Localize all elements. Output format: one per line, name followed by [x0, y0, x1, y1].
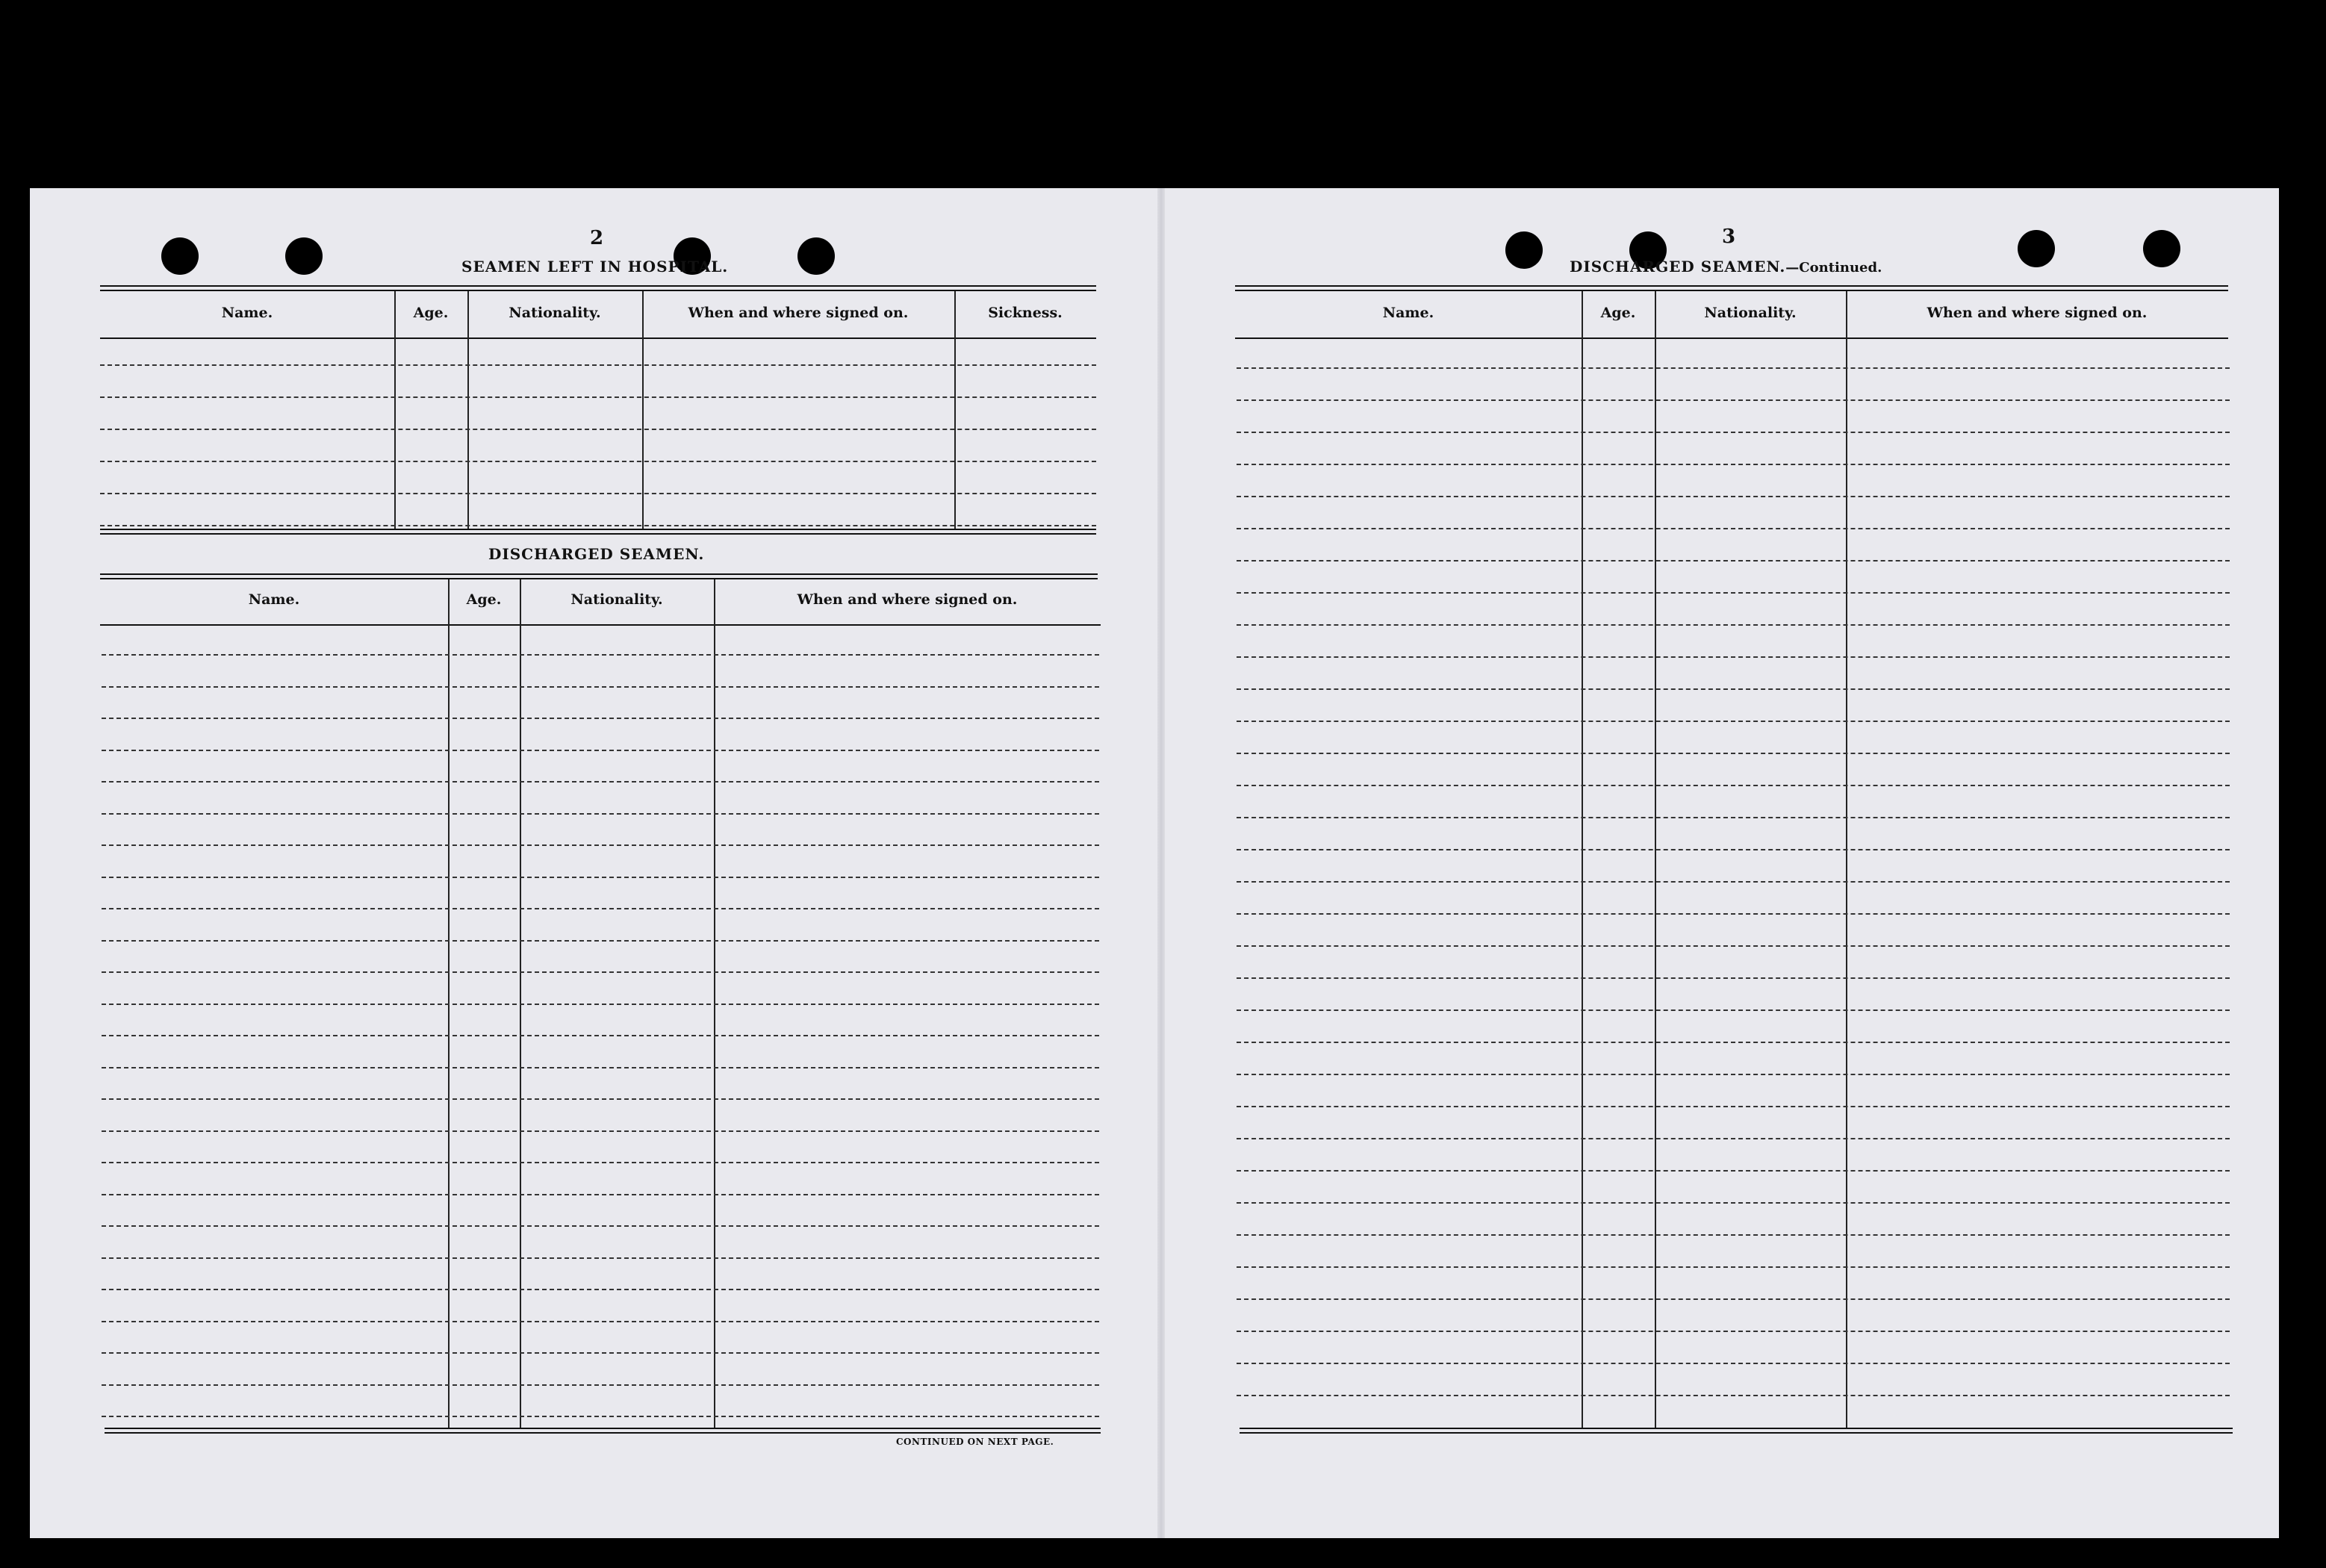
hospital-col-nationality: Nationality.: [509, 305, 601, 321]
entry-line: [102, 750, 1099, 751]
entry-line: [1237, 624, 2230, 626]
entry-line: [100, 525, 1096, 526]
discharged-header-rule: [100, 624, 1101, 626]
discharged-continued-title-main: DISCHARGED SEAMEN.: [1570, 258, 1786, 276]
entry-line: [1237, 945, 2230, 947]
entry-line: [102, 1257, 1099, 1259]
punch-hole: [1505, 231, 1543, 269]
punch-hole: [797, 237, 835, 275]
entry-line: [102, 1225, 1099, 1227]
hospital-col-signed-on: When and where signed on.: [688, 305, 909, 321]
entry-line: [102, 1098, 1099, 1100]
hospital-col-age: Age.: [413, 305, 449, 321]
right-top-rule: [1235, 285, 2228, 287]
entry-line: [102, 654, 1099, 656]
right-col-divider: [1655, 291, 1656, 1429]
entry-line: [1237, 1138, 2230, 1139]
entry-line: [1237, 1202, 2230, 1204]
entry-line: [102, 1352, 1099, 1354]
page-number-left: 2: [590, 227, 604, 249]
entry-line: [1237, 817, 2230, 818]
hospital-col-name: Name.: [221, 305, 273, 321]
entry-line: [1237, 464, 2230, 465]
right-header-rule: [1235, 337, 2228, 339]
discharged-top-rule: [100, 573, 1098, 575]
entry-line: [1237, 881, 2230, 883]
right-col-signed-on: When and where signed on.: [1927, 305, 2148, 321]
entry-line: [1237, 849, 2230, 850]
punch-hole: [2143, 230, 2180, 267]
discharged-col-signed-on: When and where signed on.: [797, 591, 1018, 608]
entry-line: [102, 1321, 1099, 1322]
entry-line: [1237, 656, 2230, 658]
entry-line: [102, 908, 1099, 909]
discharged-section-title: DISCHARGED SEAMEN.: [488, 545, 705, 563]
entry-line: [102, 971, 1099, 973]
punch-hole: [161, 237, 199, 275]
entry-line: [1237, 785, 2230, 786]
entry-line: [100, 493, 1096, 494]
right-top-rule: [1235, 290, 2228, 291]
hospital-col-sickness: Sickness.: [988, 305, 1063, 321]
entry-line: [1237, 977, 2230, 979]
discharged-bottom-rule: [105, 1432, 1101, 1434]
discharged-bottom-rule: [105, 1428, 1101, 1429]
entry-line: [1237, 1074, 2230, 1075]
hospital-section-title: SEAMEN LEFT IN HOSPITAL.: [461, 258, 729, 276]
entry-line: [102, 1162, 1099, 1163]
entry-line: [102, 1035, 1099, 1036]
right-col-age: Age.: [1600, 305, 1636, 321]
entry-line: [102, 1004, 1099, 1005]
entry-line: [1237, 753, 2230, 754]
manifest-sheet: [30, 188, 2279, 1538]
punch-hole: [285, 237, 323, 275]
page-number-right: 3: [1722, 225, 1736, 248]
right-bottom-rule: [1240, 1432, 2233, 1434]
entry-line: [1237, 1042, 2230, 1043]
discharged-col-name: Name.: [248, 591, 300, 608]
entry-line: [1237, 721, 2230, 722]
discharged-col-age: Age.: [466, 591, 502, 608]
center-fold: [1157, 188, 1165, 1538]
entry-line: [100, 429, 1096, 430]
hospital-top-rule: [100, 290, 1096, 291]
entry-line: [102, 718, 1099, 719]
entry-line: [102, 844, 1099, 846]
entry-line: [102, 1194, 1099, 1195]
entry-line: [102, 1384, 1099, 1386]
discharged-top-rule: [100, 578, 1098, 579]
right-bottom-rule: [1240, 1428, 2233, 1429]
entry-line: [102, 686, 1099, 688]
right-col-divider: [1582, 291, 1583, 1429]
continued-note: CONTINUED ON NEXT PAGE.: [896, 1437, 1054, 1447]
hospital-bottom-rule: [100, 533, 1096, 535]
punch-hole: [2018, 230, 2055, 267]
entry-line: [1237, 399, 2230, 401]
entry-line: [1237, 1298, 2230, 1300]
entry-line: [102, 1289, 1099, 1290]
entry-line: [102, 781, 1099, 783]
entry-line: [1237, 496, 2230, 497]
entry-line: [100, 364, 1096, 366]
entry-line: [102, 940, 1099, 942]
discharged-col-nationality: Nationality.: [570, 591, 663, 608]
entry-line: [1237, 1266, 2230, 1268]
hospital-top-rule: [100, 285, 1096, 287]
entry-line: [1237, 1009, 2230, 1011]
entry-line: [1237, 913, 2230, 915]
entry-line: [1237, 1170, 2230, 1172]
entry-line: [102, 1130, 1099, 1132]
right-col-name: Name.: [1382, 305, 1434, 321]
entry-line: [1237, 688, 2230, 690]
right-col-divider: [1846, 291, 1847, 1429]
right-col-nationality: Nationality.: [1704, 305, 1797, 321]
entry-line: [100, 396, 1096, 398]
entry-line: [1237, 1363, 2230, 1364]
discharged-continued-title: [1570, 258, 1882, 276]
entry-line: [102, 813, 1099, 815]
entry-line: [102, 1416, 1099, 1417]
entry-line: [1237, 592, 2230, 594]
hospital-header-rule: [100, 337, 1096, 339]
entry-line: [1237, 1234, 2230, 1236]
entry-line: [1237, 1395, 2230, 1396]
entry-line: [1237, 367, 2230, 369]
entry-line: [102, 877, 1099, 878]
continued-suffix: —Continued.: [1785, 260, 1882, 276]
entry-line: [1237, 432, 2230, 433]
entry-line: [100, 461, 1096, 462]
entry-line: [1237, 1331, 2230, 1332]
entry-line: [1237, 560, 2230, 561]
hospital-bottom-rule: [100, 529, 1096, 530]
entry-line: [1237, 528, 2230, 529]
entry-line: [1237, 1106, 2230, 1107]
entry-line: [102, 1067, 1099, 1068]
